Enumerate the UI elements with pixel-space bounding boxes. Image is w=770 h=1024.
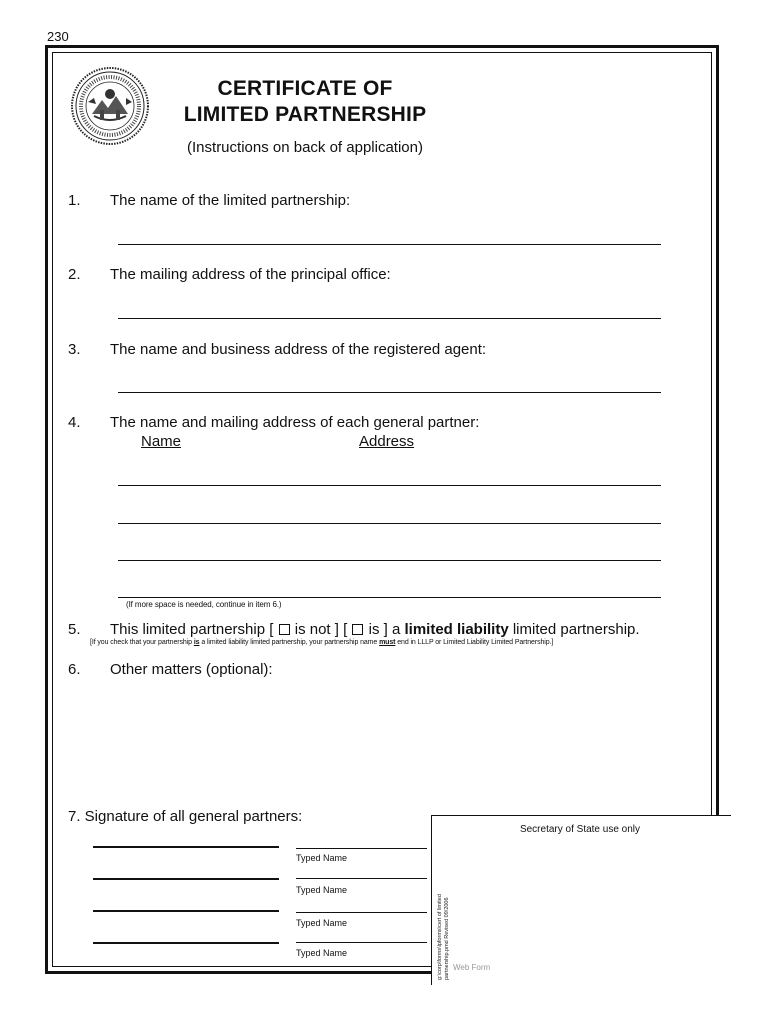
item-5-statement	[110, 621, 640, 638]
item-4-number: 4.	[68, 414, 81, 431]
item-5-note	[90, 639, 553, 646]
typed-name-line-3[interactable]	[296, 912, 427, 913]
typed-name-label-2: Typed Name	[296, 885, 348, 895]
state-seal-icon	[70, 66, 150, 146]
title-line-1: CERTIFICATE OF	[217, 77, 393, 100]
signature-line-1[interactable]	[93, 846, 279, 848]
item-5-bold-text: limited liability	[404, 621, 509, 638]
item-5-number: 5.	[68, 621, 81, 638]
item-1-number: 1.	[68, 192, 81, 209]
item-5-note-is: is	[193, 639, 200, 646]
typed-name-line-1[interactable]	[296, 848, 427, 849]
item-5-text-d: limited partnership.	[512, 621, 640, 638]
partner-line-2[interactable]	[118, 523, 661, 524]
item-2-question: The mailing address of the principal office:	[110, 266, 391, 283]
item-5-note-must: must	[379, 639, 396, 646]
item-3-question: The name and business address of the registered agent:	[110, 341, 487, 358]
title-line-2: LIMITED PARTNERSHIP	[183, 103, 427, 126]
item-2-answer-line[interactable]	[118, 318, 661, 319]
item-2-number: 2.	[68, 266, 81, 283]
item-1-answer-line[interactable]	[118, 244, 661, 245]
item-1-question: The name of the limited partnership:	[110, 192, 351, 209]
item-7-question: 7. Signature of all general partners:	[68, 808, 303, 825]
item-5-note-c: end in LLLP or Limited Liability Limited Partnership.]	[397, 639, 554, 646]
signature-line-4[interactable]	[93, 942, 279, 944]
item-4-name-column: Name	[141, 433, 182, 450]
partner-line-1[interactable]	[118, 485, 661, 486]
web-form-label: Web Form	[453, 963, 491, 972]
typed-name-label-3: Typed Name	[296, 918, 348, 928]
partner-line-3[interactable]	[118, 560, 661, 561]
item-6-number: 6.	[68, 661, 81, 678]
signature-line-2[interactable]	[93, 878, 279, 880]
item-5-text-a: This limited partnership [	[110, 621, 274, 638]
is-not-checkbox[interactable]	[279, 624, 290, 635]
item-3-number: 3.	[68, 341, 81, 358]
file-path-line-1: g:\corp\forms\lpforms\cert of limited	[437, 894, 443, 980]
item-5-text-c: is ] a	[368, 621, 401, 638]
secretary-of-state-box	[431, 815, 731, 985]
typed-name-label-1: Typed Name	[296, 853, 348, 863]
item-4-question: The name and mailing address of each general partner:	[110, 414, 480, 431]
item-5-note-b: a limited liability limited partnership, your partnership name	[201, 639, 378, 646]
secretary-of-state-label: Secretary of State use only	[519, 824, 641, 835]
item-4-note: (If more space is needed, continue in item 6.)	[126, 600, 282, 609]
instructions-note: (Instructions on back of application)	[187, 139, 423, 156]
item-6-question: Other matters (optional):	[110, 661, 273, 678]
item-4-address-column: Address	[359, 433, 415, 450]
item-5-text-b: is not ] [	[294, 621, 348, 638]
item-3-answer-line[interactable]	[118, 392, 661, 393]
signature-line-3[interactable]	[93, 910, 279, 912]
typed-name-line-4[interactable]	[296, 942, 427, 943]
is-checkbox[interactable]	[352, 624, 363, 635]
page-number: 230	[47, 29, 69, 44]
file-path-line-2: partnership.pmd Revised 09/2006	[444, 897, 450, 980]
typed-name-line-2[interactable]	[296, 878, 427, 879]
typed-name-label-4: Typed Name	[296, 948, 348, 958]
item-5-note-a: [If you check that your partnership	[90, 639, 192, 646]
partner-line-4[interactable]	[118, 597, 661, 598]
